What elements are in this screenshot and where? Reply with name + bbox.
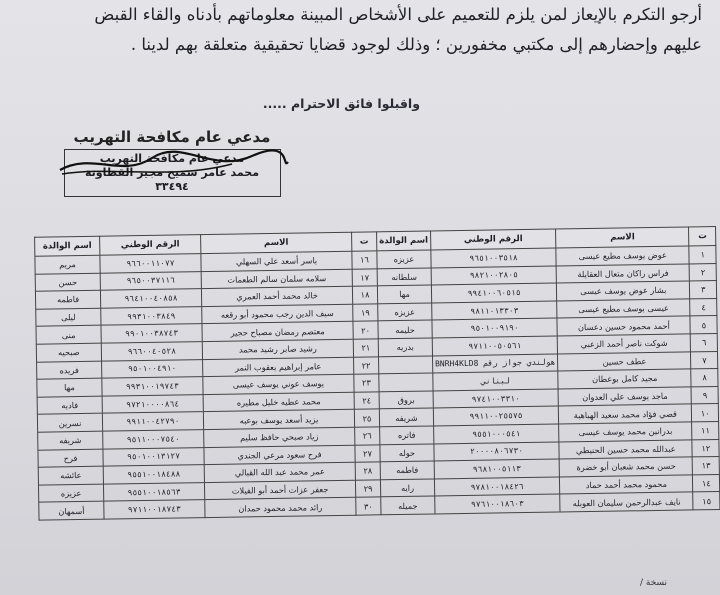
cell-name-2: يوسف عوني يوسف عيسى [203, 374, 354, 394]
cell-name-2: عامر إبراهيم يعقوب النمر [203, 357, 354, 377]
cell-no: ٩ [691, 386, 718, 404]
cell-mother-name-2: صبحيه [36, 343, 101, 362]
cell-no-2: ٢٣ [354, 374, 379, 392]
cell-no: ٧ [691, 351, 718, 369]
cell-name: شوكت ناصر أحمد الزعبي [558, 334, 691, 354]
cell-mother-name-2: حسن [35, 273, 100, 292]
cell-no: ١١ [692, 421, 719, 439]
cell-no-2: ١٧ [352, 268, 377, 286]
cell-mother-name-2: فاطمه [35, 290, 100, 309]
cell-national-id: ٩٨١١٠١٣٣٠٣ [432, 301, 558, 321]
cell-mother-name-2: عائشه [38, 466, 103, 485]
cell-name-2: معتصم رمضان مصباح حجير [202, 322, 353, 342]
cell-mother-name-2: ليلى [36, 308, 101, 327]
cell-mother-name: فاتره [380, 426, 434, 444]
stamp-line-2: محمد عامر سميح مجير القطاونة [84, 166, 260, 179]
cell-mother-name-2: مها [37, 378, 102, 397]
cell-national-id-2: ٩٦٦٠٠١١٠٧٧ [100, 254, 201, 273]
header-mother-name-2: اسم الوالدة [35, 236, 100, 256]
cell-no: ٥ [690, 316, 717, 334]
cell-name: عطف حسين [558, 351, 691, 371]
cell-name-2: فرح سعود مرعي الجندي [204, 445, 355, 465]
cell-national-id: لبناني [433, 371, 559, 391]
cell-no: ٨ [691, 369, 718, 387]
cell-name-2: خالد محمد أحمد العمري [201, 286, 352, 306]
cell-name: عيسى يوسف مطيع عيسى [557, 299, 690, 319]
cell-national-id-2: ٩٦٥٠٠٣٧١١٦ [100, 271, 201, 290]
cell-no: ١٢ [692, 439, 719, 457]
cell-no-2: ٢١ [353, 339, 378, 357]
cell-national-id: ٩٧١١٠٠٥٠٥٦١ [432, 336, 558, 356]
cell-national-id-2: ٩٩٠١٠٠٣٨٧٤٣ [101, 324, 202, 343]
cell-name: عوض يوسف مطيع عيسى [556, 246, 689, 266]
cell-national-id: ٩٥٠١٠٠٩١٩٠ [432, 318, 558, 338]
cell-national-id-2: ٩٥٠١٠٠٤٩١٠ [102, 359, 203, 378]
cell-national-id-2: ٩٦٤١٠٠٤٠٨٥٨ [100, 289, 201, 308]
signature-block [52, 128, 292, 214]
copy-note: نسخة / [640, 578, 668, 588]
cell-mother-name-2: عزيزه [38, 484, 103, 503]
cell-no: ١٤ [693, 474, 720, 492]
cell-national-id-2: ٩٩٣١٠٠١٩٧٤٣ [102, 377, 203, 396]
stamp-line-3: ٣٣٤٩٤ [155, 180, 189, 193]
cell-name: نايف عبدالرحمن سليمان العوبله [560, 492, 693, 512]
cell-no: ١٣ [692, 457, 719, 475]
cell-no: ١ [689, 246, 716, 264]
cell-name-2: زياد صبحي حافظ سليم [204, 427, 355, 447]
cell-no-2: ٣٠ [356, 497, 381, 515]
header-name: الاسم [556, 227, 689, 248]
cell-national-id: ٩٧٦١٠٠١٨٦٠٣ [435, 494, 561, 514]
cell-national-id: ٩٩١١٠٠٢٥٥٧٥ [433, 406, 559, 426]
signatory-title: مدعي عام مكافحة التهريب [73, 128, 271, 146]
header-name-2: الاسم [201, 232, 352, 253]
cell-mother-name: عزيزه [377, 250, 431, 268]
cell-national-id-2: ٩٧١١٠٠١٨٧٤٣ [104, 500, 205, 519]
cell-no: ٤ [690, 298, 717, 316]
handwritten-signature [52, 144, 292, 184]
cell-national-id-2: ٩٦٦٠٠٤٠٥٢٨ [101, 342, 202, 361]
cell-name: بشار عوض يوسف عيسى [557, 281, 690, 301]
header-no: ت [689, 227, 716, 246]
cell-name: محمود محمد أحمد حماد [560, 475, 693, 495]
cell-mother-name-2: فريده [37, 361, 102, 380]
cell-name-2: يزيد أسعد يوسف بوعبه [203, 410, 354, 430]
cell-national-id-2: ٩٩٣١٠٠٣٨٤٩ [101, 306, 202, 325]
cell-national-id: ٩٥٥١٠٠٠٥٤١ [434, 424, 560, 444]
cell-no-2: ٢٢ [354, 356, 379, 374]
cell-no-2: ٢٠ [353, 321, 378, 339]
cell-no: ٢ [689, 263, 716, 281]
cell-name-2: سيف الدين رجب محمود أبو رقعه [202, 304, 353, 324]
stamp-line-1: مدعي عام مكافحة التهريب [99, 152, 245, 165]
cell-national-id: ٩٩٤١٠٠٦٠٥١٥ [431, 283, 557, 303]
cell-no-2: ٢٧ [355, 444, 380, 462]
letter-line-2: عليهم وإحضارهم إلى مكتبي مخفورين ؛ وذلك لوجود قضايا تحقيقية متعلقة بهم لدينا . [130, 35, 702, 54]
cell-national-id: ٩٧٨١٠٠١٨٤٢٦ [434, 477, 560, 497]
cell-mother-name: فاطمه [380, 461, 434, 479]
cell-national-id-2: ٩٥٠١٠٠١٣١٢٧ [103, 447, 204, 466]
cell-name-2: عمر محمد عبد الله القبالي [204, 462, 355, 482]
cell-name: بدرانين محمد يوسف عيسى [559, 422, 692, 442]
cell-mother-name: بدريه [378, 338, 432, 356]
cell-name-2: رائد محمد محمود حمدان [205, 498, 356, 518]
cell-no: ١٥ [693, 492, 720, 510]
cell-mother-name: عزيزه [378, 303, 432, 321]
letter-line-1: أرجو التكرم بالإيعاز لمن يلزم للتعميم على الأشخاص المبينة معلوماتهم بأدناه والقاء القبض [94, 5, 702, 24]
cell-national-id-2: ٩٩١١٠٠٤٢٧٩٠ [102, 412, 203, 431]
cell-name: أحمد محمود حسين دعسان [557, 316, 690, 336]
cell-national-id: ٩٨٢١٠٠٢٨٠٥ [431, 266, 557, 286]
cell-mother-name: مها [377, 285, 431, 303]
cell-no: ١٠ [692, 404, 719, 422]
cell-mother-name-2: نسرين [37, 414, 102, 433]
letter-body [22, 0, 702, 60]
cell-no-2: ١٦ [352, 251, 377, 269]
cell-name: عبدالله محمد حسين الحنيطي [559, 439, 692, 459]
table-body [35, 246, 720, 521]
header-national-id: الرقم الوطني [430, 229, 556, 250]
cell-mother-name-2: فرح [38, 449, 103, 468]
cell-mother-name-2: منى [36, 326, 101, 345]
cell-name: قصي فؤاد محمد سعيد الهباهبة [559, 404, 692, 424]
records-table [34, 226, 720, 521]
cell-name-2: سلامه سلمان سالم الطعمات [201, 269, 352, 289]
cell-name: ماجد يوسف علي العدوان [558, 387, 691, 407]
cell-no-2: ٢٦ [355, 427, 380, 445]
cell-national-id: ٢٠٠٠٠٨٠٦٧٣٠ [434, 442, 560, 462]
cell-mother-name: حوله [380, 443, 434, 461]
cell-name: مجيد كامل بوعطان [558, 369, 691, 389]
cell-national-id-2: ٩٥٥١٠٠١٨٤٨٨ [103, 465, 204, 484]
cell-mother-name: جميله [381, 496, 435, 514]
cell-mother-name [379, 356, 433, 374]
cell-no-2: ٢٩ [355, 480, 380, 498]
cell-no-2: ٢٨ [355, 462, 380, 480]
closing-phrase: واقبلوا فائق الاحترام ..... [262, 96, 420, 111]
cell-mother-name: سلطانه [377, 268, 431, 286]
cell-mother-name-2: أسمهان [39, 501, 104, 520]
cell-national-id: ٩٦٥١٠٠٣٥١٨ [431, 248, 557, 268]
header-national-id-2: الرقم الوطني [100, 235, 201, 256]
cell-name-2: جعفر عزات أحمد أبو الفيلات [204, 480, 355, 500]
cell-national-id-2: ٩٥١١٠٠٠٧٥٤٠ [103, 430, 204, 449]
cell-name-2: ياسر أسعد علي السهلي [201, 251, 352, 271]
cell-name: حسن محمد شعبان أبو خضرة [559, 457, 692, 477]
cell-mother-name: حليمه [378, 320, 432, 338]
cell-mother-name: بروق [379, 391, 433, 409]
cell-name-2: محمد عطيه خليل مطيره [203, 392, 354, 412]
cell-no-2: ٢٥ [354, 409, 379, 427]
cell-no: ٦ [691, 333, 718, 351]
cell-national-id: ٩٦٨١٠٠٥١١٣ [434, 459, 560, 479]
cell-national-id-2: ٩٥٥١٠٠١٨٥٦٣ [103, 482, 204, 501]
header-mother-name: اسم الوالدة [377, 231, 431, 251]
cell-national-id: هولندي جواز رقم BNRH4KLD8 [432, 354, 558, 374]
header-no-2: ت [352, 232, 377, 251]
cell-national-id-2: ٩٧٢١٠٠٠٠٨٦٤ [102, 394, 203, 413]
cell-national-id: ٩٧٤١٠٠٣٣١٠ [433, 389, 559, 409]
cell-mother-name: شريفه [379, 408, 433, 426]
cell-name-2: رشيد صابر رشيد محمد [202, 339, 353, 359]
cell-mother-name [379, 373, 433, 391]
cell-no-2: ١٩ [353, 304, 378, 322]
cell-mother-name-2: مريم [35, 255, 100, 274]
cell-name: فراس راكان متعال العقايلة [556, 264, 689, 284]
cell-no: ٣ [690, 281, 717, 299]
cell-no-2: ٢٤ [354, 392, 379, 410]
cell-mother-name-2: فاديه [37, 396, 102, 415]
cell-mother-name-2: شريفه [38, 431, 103, 450]
cell-mother-name: رايه [380, 479, 434, 497]
cell-no-2: ١٨ [352, 286, 377, 304]
